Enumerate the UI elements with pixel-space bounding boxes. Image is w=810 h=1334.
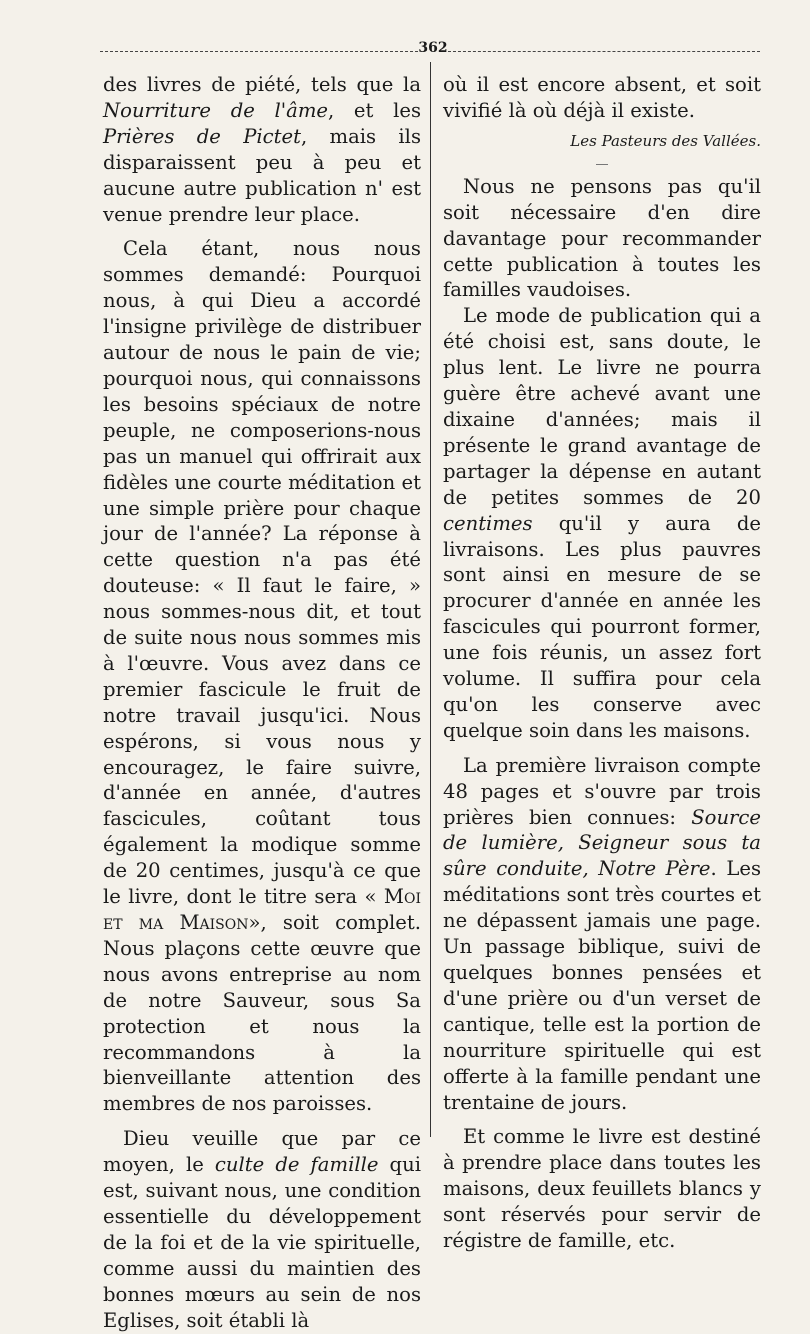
text-run: qui est, suivant nous, une condition essentielle du développement de la foi et de la vie spirituelle, comme aussi du maintien des bonnes mœurs au sein de nos Eglises, soit établi là	[103, 1153, 421, 1332]
right-column	[443, 72, 761, 1254]
header-rule-left	[100, 51, 418, 52]
text-run: Dieu veuille que par ce moyen, le	[103, 1127, 421, 1177]
text-run: qu'il y aura de livraisons. Les plus pauvres sont ainsi en mesure de se procurer d'année en année les fascicules qui pourront former, une fois réunis, un assez fort volume. Il suffira pour cela qu'on les conserve avec quelque soin dans les maisons.	[443, 511, 761, 742]
paragraph: Et comme le livre est destiné à prendre place dans toutes les maisons, deux feuillets blancs y sont réservés pour servir de régistre de famille, etc.	[443, 1125, 761, 1253]
paragraph	[103, 72, 421, 227]
italic-prayers: Source de lumière, Seigneur sous ta sûre conduite, Notre Père	[443, 805, 761, 881]
separator	[596, 164, 608, 165]
text-run: . Les méditations sont très courtes et ne dépassent jamais une page. Un passage biblique, suivi de quelques bonnes pensées et d'une prière ou d'un verset de cantique, telle est la portion de nourriture spirituelle qui est offerte à la famille pendant une trentaine de jours.	[443, 857, 761, 1114]
text-run: , et les	[328, 98, 422, 122]
header-rule-right	[448, 51, 760, 52]
text-run: Le mode de publication qui a été choisi est, sans doute, le plus lent. Le livre ne pourra guère être achevé avant une dixaine d'années; mais il présente le grand avantage de partager la dépense en autant de petites sommes de 20	[443, 304, 761, 509]
page-header	[100, 40, 760, 60]
left-column	[103, 72, 421, 1334]
text-run: , mais ils disparaissent peu à peu et aucune autre publication n' est venue prendre leur place.	[103, 124, 421, 226]
signature: Les Pasteurs des Vallées.	[570, 131, 761, 150]
text-run: La première livraison compte 48 pages et s'ouvre par trois prières bien connues:	[443, 753, 761, 829]
book-title: « Moi et ma Maison»	[103, 885, 421, 934]
text-run: Cela étant, nous nous sommes demandé: Pourquoi nous, à qui Dieu a accordé l'insigne privilège de distribuer autour de nous le pain de vie; pourquoi nous, qui connaissons les besoins spéciaux de notre peuple, ne composerions-nous pas un manuel qui offrirait aux fidèles une courte méditation et une simple prière pour chaque jour de l'année? La réponse à cette question n'a pas été douteuse: « Il faut le faire, » nous sommes-nous dit, et tout de suite nous nous sommes mis à l'œuvre. Vous avez dans ce premier fascicule le fruit de notre travail jusqu'ici. Nous espérons, si vous nous y encouragez, le faire suivre, d'année en année, d'autres fascicules, coûtant tous également la modique somme de 20 centimes, jusqu'à ce que le livre, dont le titre sera	[103, 237, 421, 909]
paragraph	[443, 303, 761, 743]
italic-title: Prières de Pictet	[103, 124, 301, 148]
italic-word: centimes	[443, 511, 533, 535]
text-run: des livres de piété, tels que la	[103, 73, 421, 96]
column-divider	[430, 62, 431, 1137]
paragraph	[443, 753, 761, 1116]
text-run: , soit complet. Nous plaçons cette œuvre que nous avons entreprise au nom de notre Sauveur, sous Sa protection et nous la recommandons à la bienveillante attention des membres de nos paroisses.	[103, 911, 421, 1116]
paragraph: Nous ne pensons pas qu'il soit nécessaire d'en dire davantage pour recommander cette publication à toutes les familles vaudoises.	[443, 174, 761, 302]
italic-title: Nourriture de l'âme	[103, 98, 329, 122]
paragraph	[103, 236, 421, 1117]
italic-phrase: culte de famille	[214, 1153, 379, 1177]
paragraph: où il est encore absent, et soit vivifié là où déjà il existe.	[443, 73, 761, 122]
page-number: 362	[418, 40, 448, 56]
